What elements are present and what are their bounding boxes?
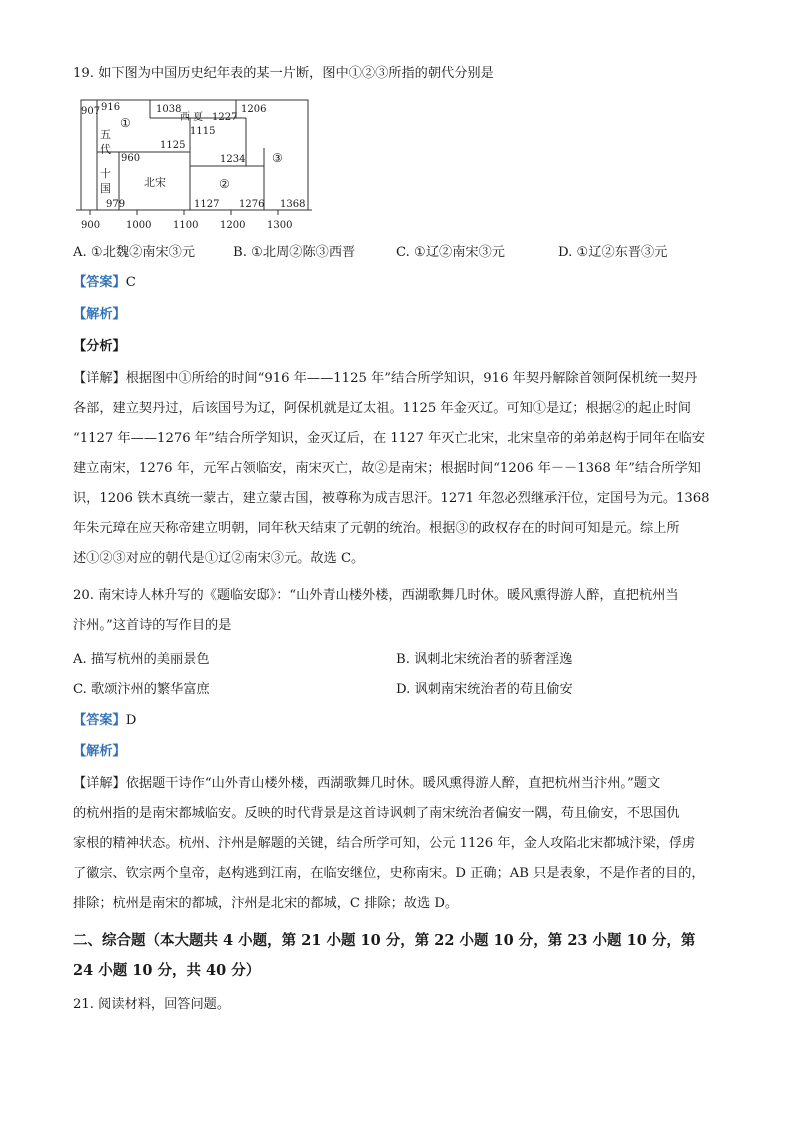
- label-1038: 1038: [156, 104, 182, 115]
- q19-fenxi-tag: 【分析】: [73, 339, 126, 354]
- section-2-heading-line-2: 24 小题 10 分，共 40 分）: [73, 962, 261, 979]
- q20-detail-line-1: [73, 774, 660, 794]
- q20-detail-line-4: 了徽宗、钦宗两个皇帝，赵构逃到江南，在临安继位，史称南宋。D 正确；AB 只是表象，不是作者的目的，: [73, 866, 705, 881]
- circle-2-label: ②: [219, 177, 230, 191]
- q20-detail-line-2: 的杭州指的是南宋都城临安。反映的时代背景是这首诗讽刺了南宋统治者偏安一隅，苟且偷安，不思国仇: [73, 806, 680, 821]
- q19-detail-line-1: [73, 369, 697, 389]
- q19-detail-line-4: 建立南宋，1276 年，元军占领临安，南宋灭亡，故②是南宋；根据时间“1206 年－－1368 年”结合所学知: [73, 461, 701, 476]
- q19-option-a: A. ①北魏②南宋③元: [73, 245, 196, 260]
- axis-tick-1200: 1200: [220, 220, 246, 231]
- q19-option-d: D. ①辽②东晋③元: [558, 245, 668, 260]
- q20-stem-line-2: 汴州。”这首诗的写作目的是: [73, 618, 232, 633]
- label-916: 916: [101, 102, 121, 113]
- q19-answer-value: C: [125, 275, 136, 290]
- q20-answer-value: D: [125, 713, 137, 728]
- label-1127: 1127: [194, 199, 220, 210]
- section-2-heading-line-1: 二、综合题（本大题共 4 小题，第 21 小题 10 分，第 22 小题 10 分，第 23 小题 10 分，第: [73, 932, 696, 949]
- q21-stem: 21. 阅读材料，回答问题。: [73, 997, 231, 1012]
- circle-3-label: ③: [272, 151, 283, 165]
- label-979: 979: [106, 199, 126, 210]
- q19-option-c: C. ①辽②南宋③元: [396, 245, 505, 260]
- label-guo: 国: [100, 182, 111, 195]
- q19-analysis-tag: 【解析】: [73, 307, 126, 322]
- label-xixia: 西 夏: [180, 112, 204, 123]
- q20-option-a: A. 描写杭州的美丽景色: [73, 652, 210, 667]
- q20-detail-text-1: 依据题干诗作“山外青山楼外楼，西湖歌舞几时休。暖风熏得游人醉，直把杭州当汴州。”题文: [125, 776, 661, 791]
- label-shi: 十: [100, 167, 111, 180]
- label-1234: 1234: [220, 154, 246, 165]
- detail-tag: 【详解】: [73, 776, 126, 791]
- label-1227: 1227: [212, 112, 238, 123]
- answer-tag: 【答案】: [73, 275, 126, 290]
- q20-answer-line: [73, 711, 136, 731]
- circle-1-label: ①: [120, 116, 131, 130]
- q20-option-c: C. 歌颂汴州的繁华富庶: [73, 682, 210, 697]
- dynasty-timeline-figure: [76, 96, 326, 234]
- q20-analysis-tag: 【解析】: [73, 744, 126, 759]
- q19-detail-line-7: 述①②③对应的朝代是①辽②南宋③元。故选 C。: [73, 551, 365, 566]
- q19-detail-line-6: 年朱元璋在应天称帝建立明朝，同年秋天结束了元朝的统治。根据③的政权存在的时间可知是元。综上所: [73, 521, 680, 536]
- q19-option-b: B. ①北周②陈③西晋: [233, 245, 356, 260]
- q20-stem-line-1: 20. 南宋诗人林升写的《题临安邸》：“山外青山楼外楼，西湖歌舞几时休。暖风熏得游人醉，直把杭州当: [73, 588, 679, 603]
- q19-answer-line: [73, 273, 136, 293]
- q20-detail-line-3: 家根的精神状态。杭州、汴州是解题的关键，结合所学可知，公元 1126 年，金人攻陷北宋都城汴梁，俘虏: [73, 836, 696, 851]
- label-wu: 五: [100, 128, 111, 141]
- axis-tick-1100: 1100: [173, 220, 199, 231]
- axis-tick-1000: 1000: [126, 220, 152, 231]
- q19-detail-line-5: 识，1206 铁木真统一蒙古，建立蒙古国，被尊称为成吉思汗。1271 年忽必烈继承汗位，定国号为元。1368: [73, 491, 710, 506]
- q19-detail-text-1: 根据图中①所给的时间“916 年——1125 年”结合所学知识，916 年契丹解除首领阿保机统一契丹: [125, 371, 698, 386]
- q20-option-d: D. 讽刺南宋统治者的苟且偷安: [396, 682, 573, 697]
- label-beisong: 北宋: [144, 176, 166, 189]
- answer-tag: 【答案】: [73, 713, 126, 728]
- label-dai: 代: [100, 143, 111, 156]
- q20-detail-line-5: 排除；杭州是南宋的都城，汴州是北宋的都城，C 排除；故选 D。: [73, 896, 459, 911]
- q19-detail-line-3: “1127 年——1276 年”结合所学知识，金灭辽后，在 1127 年灭亡北宋，北宋皇帝的弟弟赵构于同年在临安: [73, 431, 706, 446]
- label-1115: 1115: [190, 126, 216, 137]
- label-907: 907: [81, 106, 101, 117]
- label-960: 960: [121, 153, 141, 164]
- q20-option-b: B. 讽刺北宋统治者的骄奢淫逸: [396, 652, 573, 667]
- label-1206: 1206: [241, 104, 267, 115]
- detail-tag: 【详解】: [73, 371, 126, 386]
- axis-tick-1300: 1300: [267, 220, 293, 231]
- label-1368: 1368: [280, 199, 306, 210]
- axis-tick-900: 900: [81, 220, 101, 231]
- label-1276: 1276: [239, 199, 265, 210]
- q19-stem: 19. 如下图为中国历史纪年表的某一片断，图中①②③所指的朝代分别是: [73, 66, 494, 81]
- label-1125: 1125: [160, 140, 186, 151]
- q19-detail-line-2: 各部，建立契丹过，后该国号为辽，阿保机就是辽太祖。1125 年金灭辽。可知①是辽；根据②的起止时间: [73, 401, 691, 416]
